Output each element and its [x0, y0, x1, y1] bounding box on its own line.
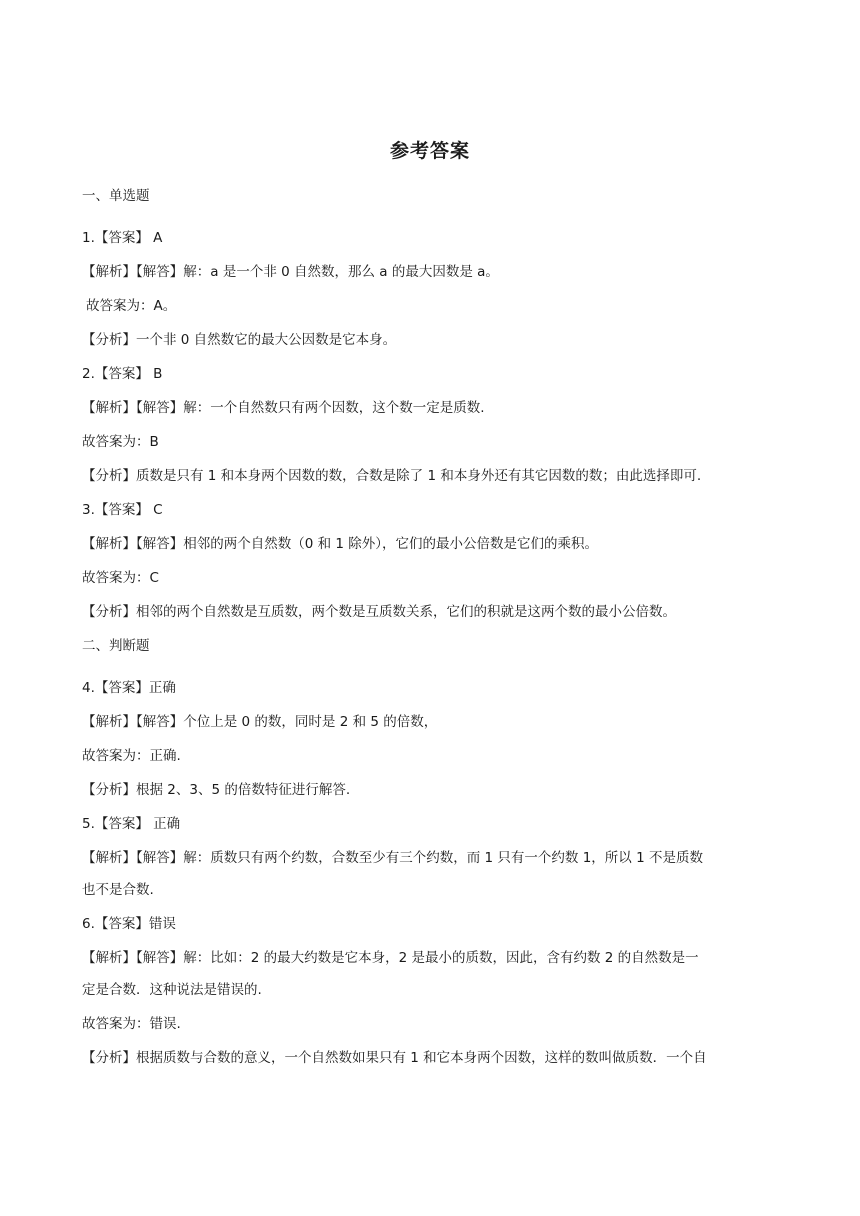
q2-explanation: 【解析】【解答】解：一个自然数只有两个因数，这个数一定是质数.	[82, 400, 485, 416]
q1-analysis: 【分析】一个非 0 自然数它的最大公因数是它本身。	[82, 332, 397, 348]
page-title: 参考答案	[389, 140, 470, 162]
q3-answer: 3.【答案】 C	[82, 502, 163, 518]
q3-analysis: 【分析】相邻的两个自然数是互质数，两个数是互质数关系，它们的积就是这两个数的最小公倍数。	[82, 604, 676, 620]
section-heading-true-false: 二、判断题	[82, 638, 150, 654]
q1-conclusion: 故答案为：A。	[86, 298, 177, 314]
q6-explanation-line2: 定是合数．这种说法是错误的.	[82, 982, 262, 998]
q1-explanation: 【解析】【解答】解：a 是一个非 0 自然数，那么 a 的最大因数是 a。	[82, 264, 499, 280]
q1-answer: 1.【答案】 A	[82, 230, 163, 246]
q2-conclusion: 故答案为：B	[82, 434, 159, 450]
q6-explanation-line1: 【解析】【解答】解：比如：2 的最大约数是它本身，2 是最小的质数，因此，含有约数 2 的自然数是一	[82, 950, 699, 966]
q4-conclusion: 故答案为：正确.	[82, 748, 181, 764]
q3-conclusion: 故答案为：C	[82, 570, 159, 586]
q4-analysis: 【分析】根据 2、3、5 的倍数特征进行解答.	[82, 782, 351, 798]
q6-answer: 6.【答案】错误	[82, 916, 176, 932]
q5-explanation-line1: 【解析】【解答】解：质数只有两个约数，合数至少有三个约数，而 1 只有一个约数 1，所以 1 不是质数	[82, 850, 703, 866]
q5-answer: 5.【答案】 正确	[82, 816, 181, 832]
q2-analysis: 【分析】质数是只有 1 和本身两个因数的数，合数是除了 1 和本身外还有其它因数的数；由此选择即可.	[82, 468, 702, 484]
q4-explanation: 【解析】【解答】个位上是 0 的数，同时是 2 和 5 的倍数，	[82, 714, 438, 730]
q5-explanation-line2: 也不是合数.	[82, 882, 154, 898]
q2-answer: 2.【答案】 B	[82, 366, 163, 382]
q6-conclusion: 故答案为：错误.	[82, 1016, 181, 1032]
section-heading-single-choice: 一、单选题	[82, 188, 150, 204]
q3-explanation: 【解析】【解答】相邻的两个自然数（0 和 1 除外），它们的最小公倍数是它们的乘积。	[82, 536, 599, 552]
q6-analysis: 【分析】根据质数与合数的意义，一个自然数如果只有 1 和它本身两个因数，这样的数叫做质数．一个自	[82, 1050, 707, 1066]
q4-answer: 4.【答案】正确	[82, 680, 176, 696]
